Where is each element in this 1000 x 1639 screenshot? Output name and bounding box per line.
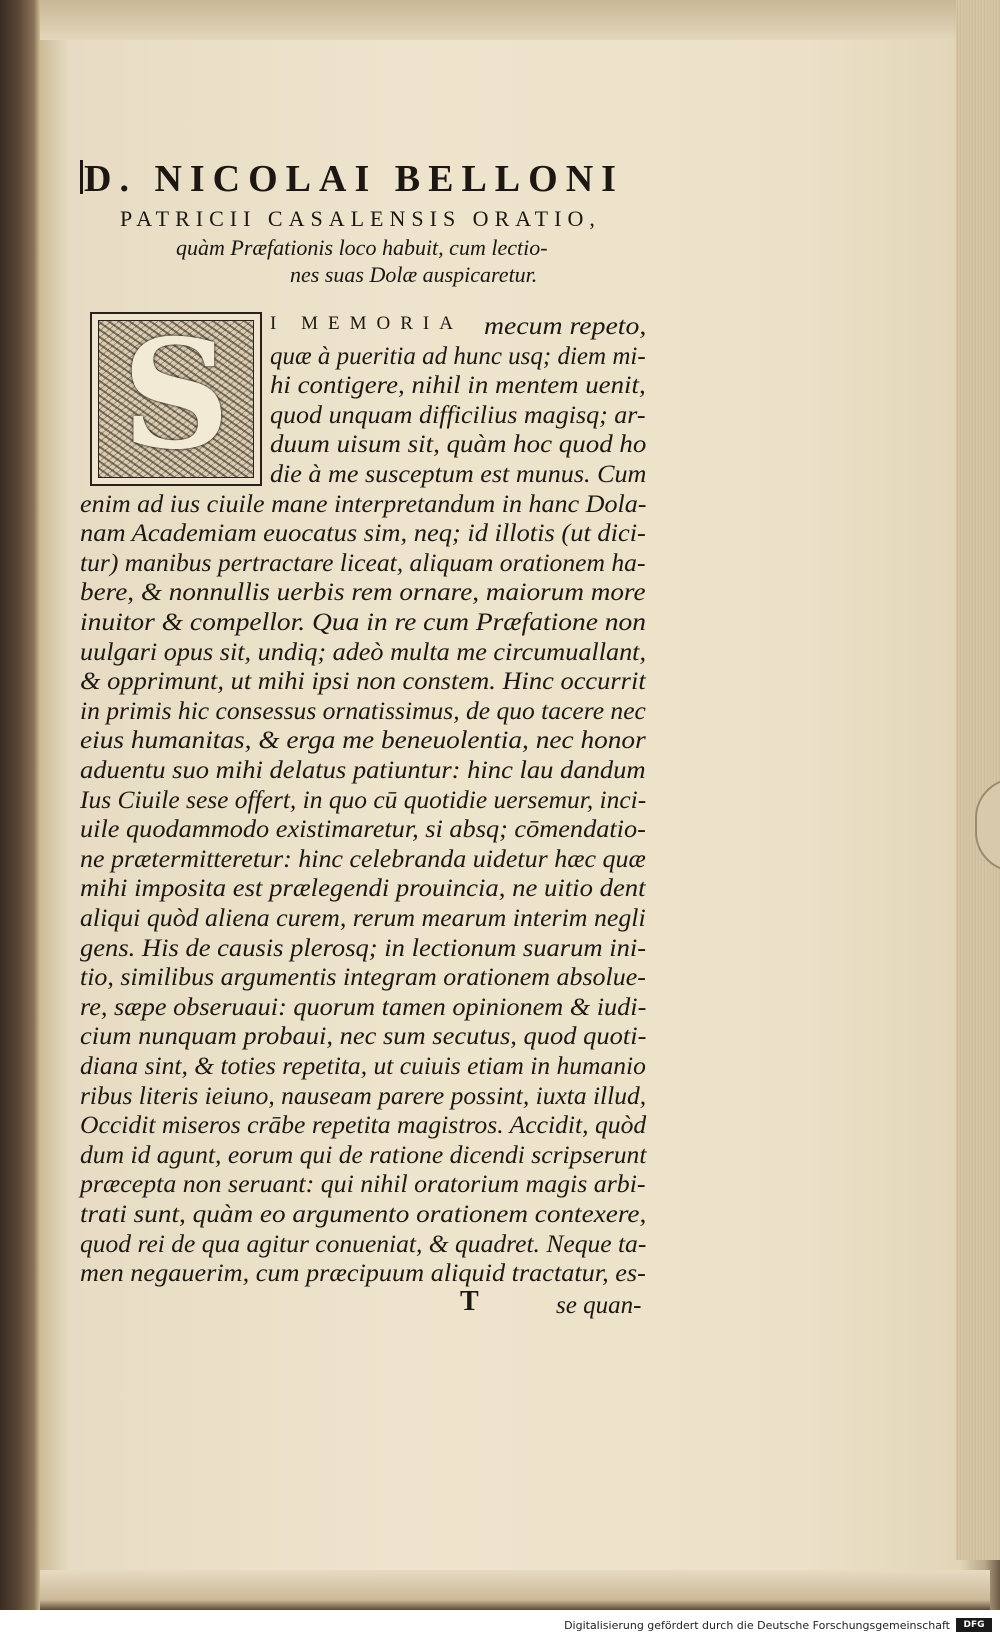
text-line: Ius Ciuile sese offert, in quo cū quotidie uersemur, inci-	[80, 786, 647, 814]
heading-author: D. NICOLAI BELLONI	[84, 158, 624, 200]
text-line: cium nunquam probaui, nec sum secutus, quod quoti-	[80, 1023, 647, 1051]
text-line: præcepta non seruant: qui nihil oratorium magis arbi-	[80, 1171, 646, 1199]
text-line: inuitor & compellor. Qua in re cum Præfatione non	[80, 609, 647, 636]
book-fore-edge	[956, 0, 1000, 1560]
opening-words: I MEMORIA	[270, 313, 463, 334]
heading-subtitle: PATRICII CASALENSIS ORATIO,	[120, 206, 601, 231]
text-line: ne prætermitteretur: hinc celebranda uidetur hæc quæ	[80, 845, 646, 873]
footer-bar	[0, 1610, 1000, 1639]
text-line: uulgari opus sit, undiq; adeò multa me circumuallant,	[80, 638, 647, 666]
text-line: in primis hic consessus ornatissimus, de quo tacere nec	[80, 697, 646, 725]
text-line: trati sunt, quàm eo argumento orationem contexere,	[80, 1201, 647, 1228]
text-line: tio, similibus argumentis integram orationem absolue-	[80, 964, 646, 992]
initial-ornament	[98, 307, 254, 483]
text-line: hi contigere, nihil in mentem uenit,	[270, 372, 646, 400]
text-line: uile quodammodo existimaretur, si absq; cōmendatio-	[80, 816, 646, 844]
decorated-initial	[90, 307, 262, 486]
text-line: quod rei de qua agitur conueniat, & quadret. Neque ta-	[80, 1230, 647, 1258]
text-line: die à me susceptum est munus. Cum	[270, 461, 647, 488]
text-line: gens. His de causis plerosq; in lectionum suarum ini-	[80, 934, 647, 962]
text-line: quod unquam difficilius magisq; ar-	[270, 401, 646, 429]
text-line: eius humanitas, & erga me beneuolentia, nec honor	[80, 727, 646, 755]
heading-description-line-1: quàm Præfationis loco habuit, cum lectio-	[176, 235, 548, 260]
text-line: nam Academiam euocatus sim, neq; id illotis (ut dici-	[80, 520, 646, 548]
text-line: mecum repeto,	[484, 313, 647, 340]
heading-description-line-2: nes suas Dolæ auspicaretur.	[290, 262, 538, 287]
text-line: mihi imposita est prælegendi prouincia, ne uitio dent	[80, 875, 646, 903]
text-line: diana sint, & toties repetita, ut cuiuis etiam in humanio	[80, 1053, 646, 1080]
text-line: ribus literis ieiuno, nauseam parere possint, iuxta illud,	[80, 1082, 647, 1110]
text-line: tur) manibus pertractare liceat, aliquam orationem ha-	[80, 549, 646, 577]
signature-mark: T	[460, 1286, 479, 1317]
text-line: & opprimunt, ut mihi ipsi non constem. Hinc occurrit	[80, 668, 646, 696]
text-line: dum id agunt, eorum qui de ratione dicendi scripserunt	[80, 1141, 647, 1169]
text-line: aliqui quòd aliena curem, rerum mearum interim negli	[80, 905, 646, 932]
text-line: enim ad ius ciuile mane interpretandum in hanc Dola-	[80, 490, 647, 518]
text-line: duum uisum sit, quàm hoc quod ho	[270, 431, 647, 459]
footer-credit: Digitalisierung gefördert durch die Deutsche Forschungsgemeinschaft	[564, 1619, 950, 1632]
dfg-logo: DFG	[956, 1618, 992, 1632]
initial-letter: S	[121, 307, 231, 483]
catchword: se quan-	[556, 1292, 642, 1319]
text-line: bere, & nonnullis uerbis rem ornare, maiorum more	[80, 579, 646, 607]
text-line: re, sæpe obseruaui: quorum tamen opinionem & iudi-	[80, 993, 647, 1021]
heading-mark	[80, 160, 83, 194]
text-line: aduentu suo mihi delatus patiuntur: hinc lau dandum	[80, 757, 646, 784]
text-line: Occidit miseros crābe repetita magistros. Accidit, quòd	[80, 1112, 647, 1140]
text-line: quæ à pueritia ad hunc usq; diem mi-	[270, 342, 646, 370]
page-bottom-edge	[40, 1570, 990, 1610]
text-line: men negauerim, cum præcipuum aliquid tractatur, es-	[80, 1260, 646, 1288]
page-top-edge	[40, 0, 985, 40]
